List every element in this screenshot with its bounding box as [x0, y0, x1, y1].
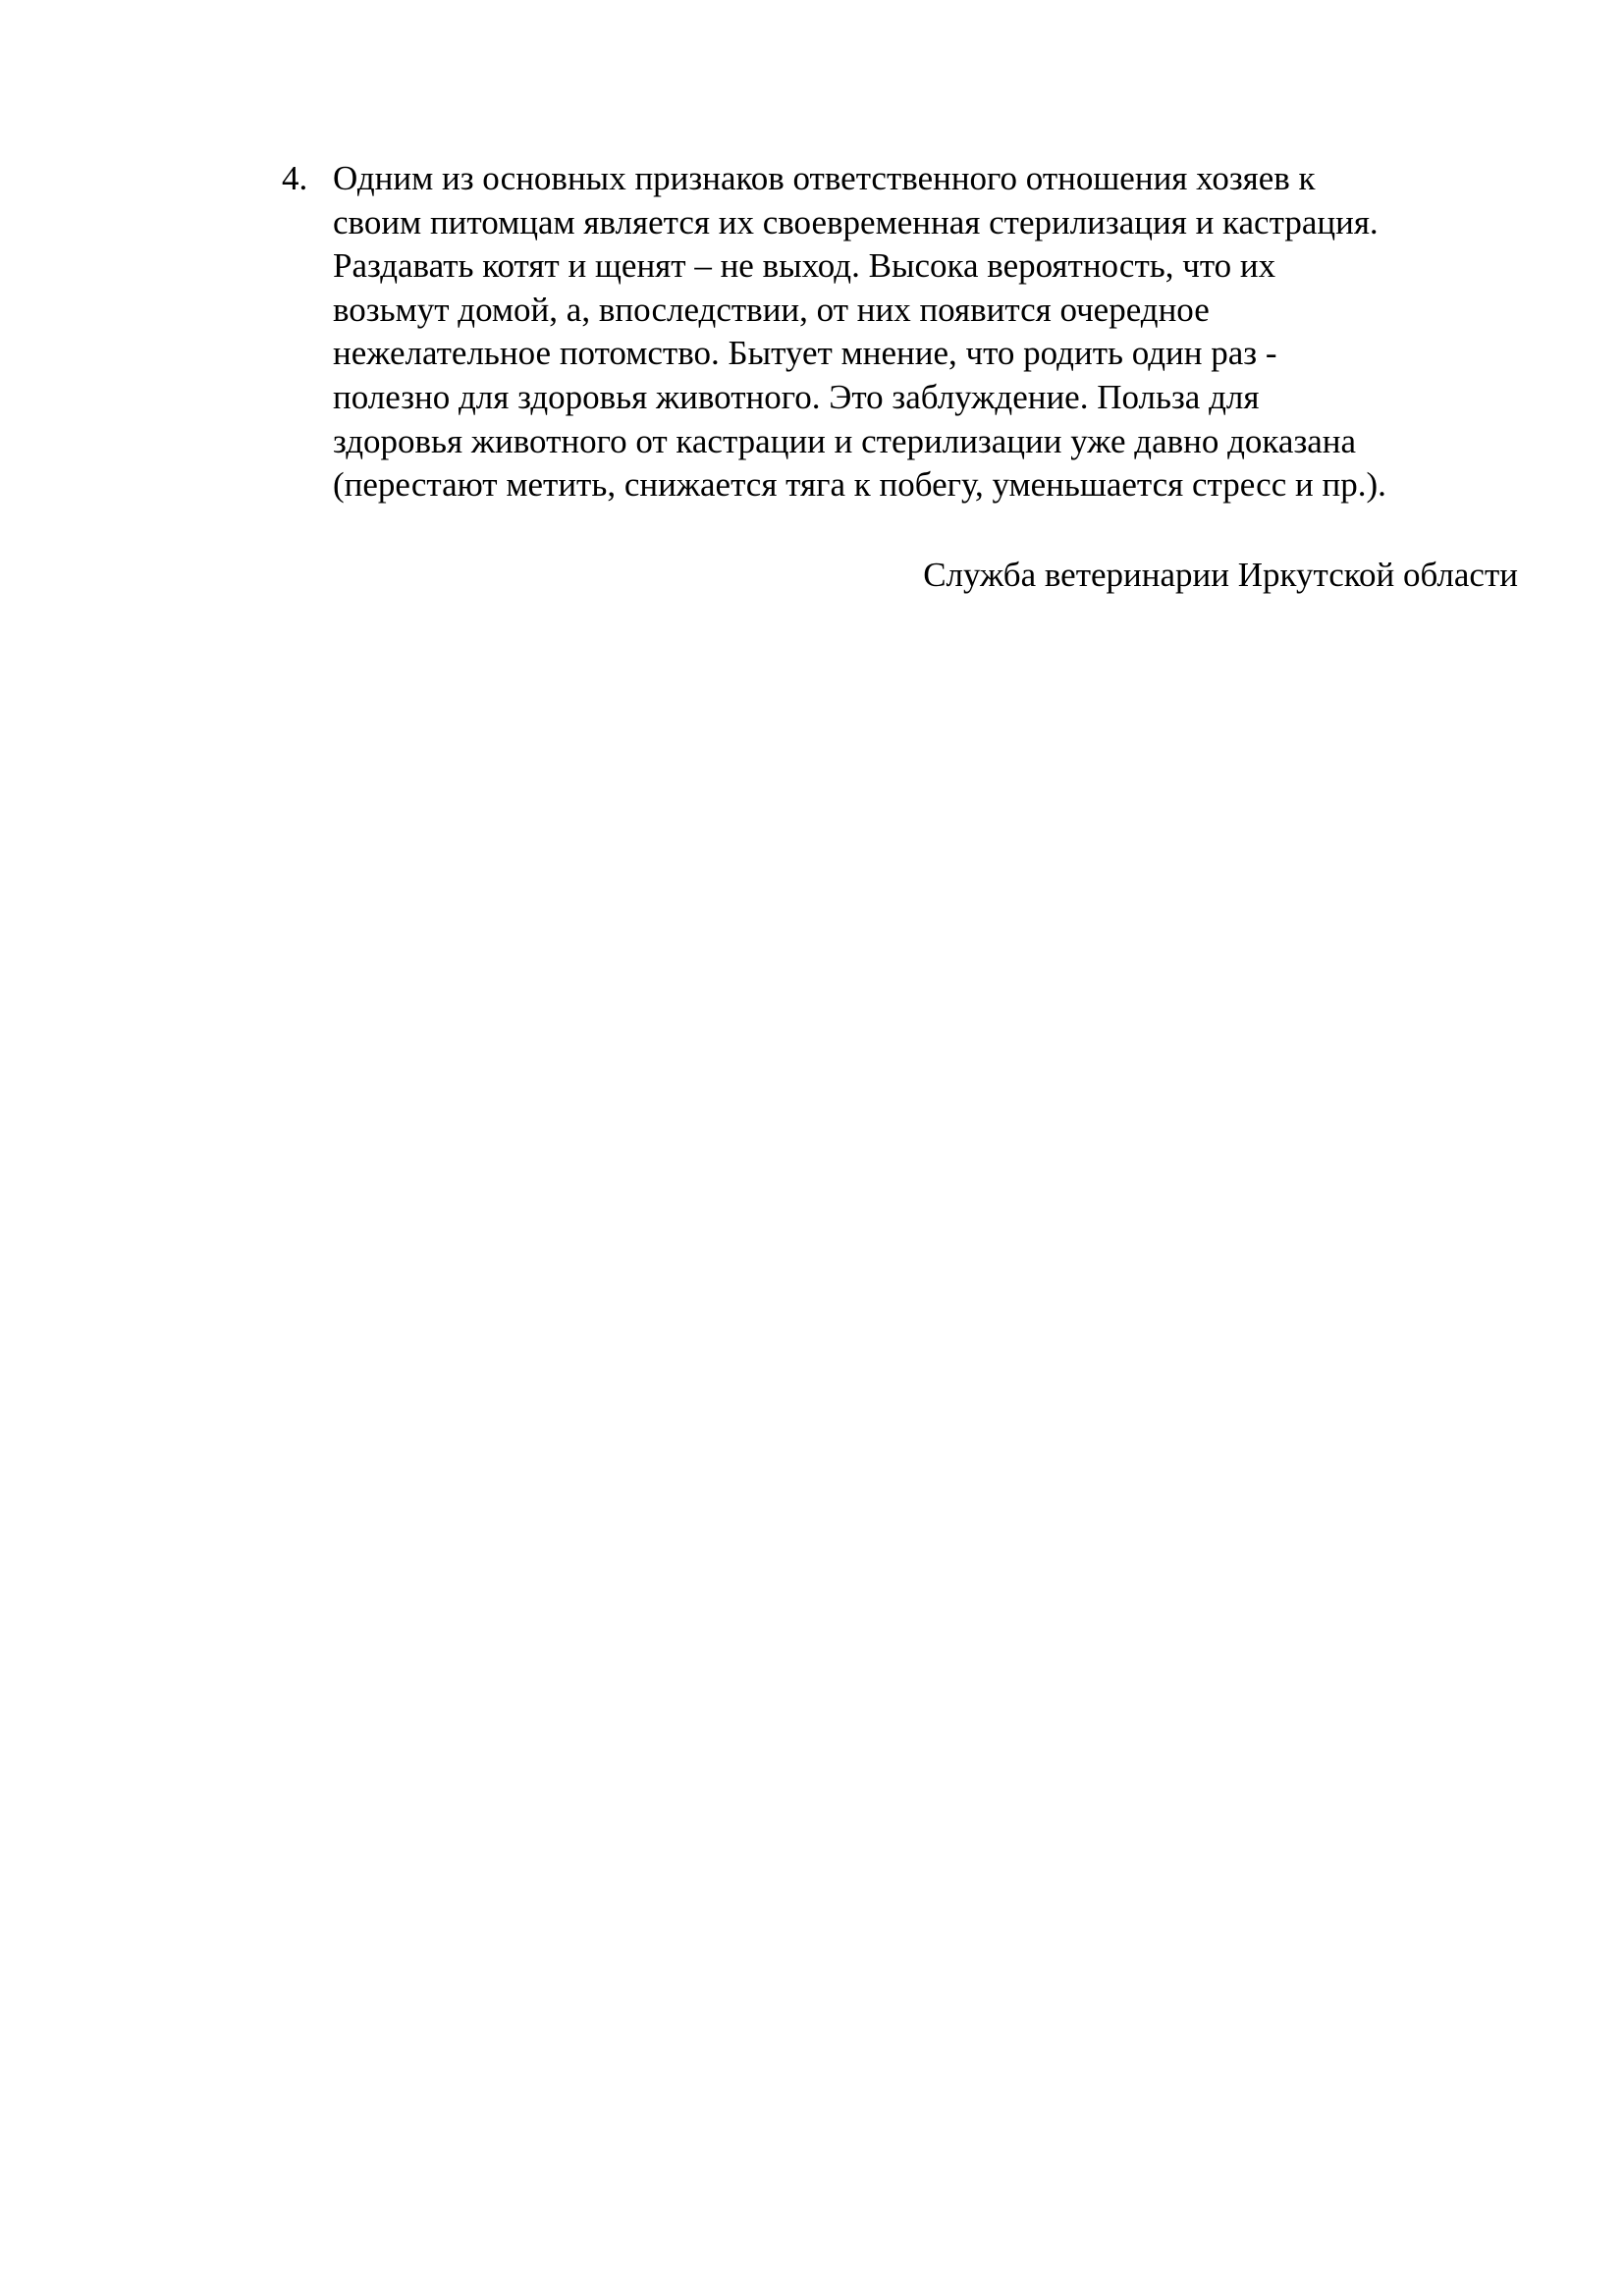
- paragraph-line: здоровья животного от кастрации и стерилизации уже давно доказана: [333, 421, 1357, 460]
- paragraph-line: своим питомцам является их своевременная стерилизация и кастрация.: [333, 202, 1379, 241]
- signature-line: Служба ветеринарии Иркутской области: [923, 556, 1518, 594]
- paragraph-line: полезно для здоровья животного. Это заблуждение. Польза для: [333, 377, 1260, 416]
- paragraph-line: (перестают метить, снижается тяга к побегу, уменьшается стресс и пр.).: [333, 465, 1386, 505]
- paragraph-line: нежелательное потомство. Бытует мнение, что родить один раз -: [333, 334, 1277, 373]
- paragraph-line: Раздавать котят и щенят – не выход. Высока вероятность, что их: [333, 246, 1276, 286]
- numbered-list-item: [282, 157, 1539, 507]
- paragraph-line: возьмут домой, а, впоследствии, от них появится очередное: [333, 290, 1210, 329]
- list-item-text: [333, 157, 1539, 507]
- paragraph-line: Одним из основных признаков ответственного отношения хозяев к: [333, 159, 1316, 197]
- list-item-number: 4.: [282, 159, 308, 197]
